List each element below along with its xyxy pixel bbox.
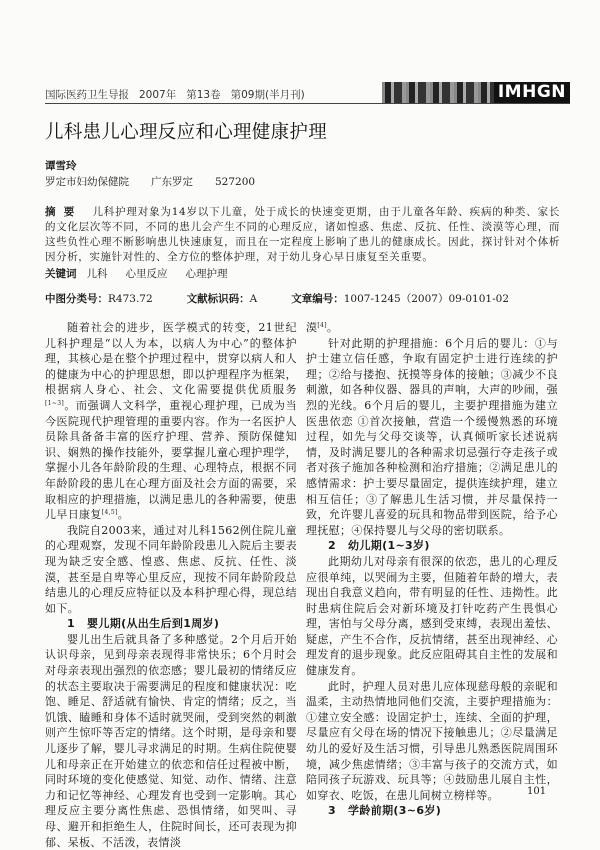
article-number xyxy=(291,293,509,305)
keywords-label: 关键词 xyxy=(45,268,77,280)
section-heading xyxy=(306,538,558,554)
classification-line xyxy=(45,291,543,306)
journal-year: 2007年 xyxy=(139,89,177,101)
body-paragraph xyxy=(45,320,297,523)
section-title: 学龄前期(3~6岁) xyxy=(348,804,442,818)
text: 。而强调人文科学，重视心理护理，已成为当今医院现代护理管理的重要内容。作为一名医护人员除具备备丰富的医疗护理、营养、预防保健知识、娴熟的操作技能外，要掌握儿童心理护理学，掌握小儿各年龄阶段的生理、心理特点，根据不同年龄阶段的患儿在心理方面及社会方面的需要，采取相应的护理措施，以满足患儿的各种需要，使患儿早日康复 xyxy=(45,398,297,522)
logo-texture xyxy=(382,82,494,103)
journal-volume: 第13卷 xyxy=(186,89,221,101)
section-number: 1 xyxy=(67,617,76,631)
left-column xyxy=(45,320,297,850)
clc-value: R473.72 xyxy=(108,293,153,305)
keywords xyxy=(45,266,246,281)
logo-text: IMHGN xyxy=(494,82,570,103)
clc-label: 中图分类号： xyxy=(45,293,108,305)
journal-issue: 第09期(半月刊) xyxy=(230,89,305,101)
location: 广东罗定 xyxy=(151,176,193,188)
keyword: 心理护理 xyxy=(185,268,228,280)
body-paragraph: 此时，护理人员对患儿应体现慈母般的亲昵和温柔，主动热情地同他们交流，主要护理措施为：①建立安全感：设固定护士，连续、全面的护理，尽量应有父母在场的情况下接触患儿；②尽量满足幼儿的爱好及生活习惯，引导患儿熟悉医院周围环境，减少焦虑情绪；③丰富与孩子的交流方式，如陪同孩子玩游戏、玩具等；④鼓励患儿展自主性，如穿衣、吃饭，在患儿间树立榜样等。 xyxy=(306,679,558,802)
keyword: 儿科 xyxy=(86,268,108,280)
right-column xyxy=(306,320,558,819)
body-paragraph: 此期幼儿对母亲有很深的依恋，患儿的心理反应很单纯，以哭闹为主要，但随着年龄的增大，表现出自我意义趋向，带有明显的任性、违拗性。此时患病住院后会对新环境及打针吃药产生畏惧心理，害怕与父母分离，感到受束缚，表现出羞怯、疑虑，产生不合作，反抗情绪，甚至出现神经、心理发育的退步现象。此反应阻碍其自主性的发展和健康发育。 xyxy=(306,554,558,678)
body-paragraph: 我院自2003来，通过对儿科1562例住院儿童的心理观察，发现不同年龄阶段患儿入院后主要表现为缺乏安全感、惶惑、焦虑、反抗、任性、淡漠，甚至是自卑等心里反应，现按不同年龄阶段总结患儿的心理反应特征以及本科护理心得，现总结如下。 xyxy=(45,523,297,615)
doc-label: 文献标识码： xyxy=(186,293,250,305)
affiliation xyxy=(45,174,277,189)
clc-number xyxy=(45,293,153,305)
citation: [4,5] xyxy=(101,509,118,517)
text: 漠 xyxy=(306,321,318,334)
running-header xyxy=(45,87,315,102)
citation: [4] xyxy=(317,322,327,329)
section-title: 幼儿期(1~3岁) xyxy=(348,539,430,553)
abstract-label: 摘要 xyxy=(45,206,83,218)
section-number: 2 xyxy=(328,539,337,553)
section-heading xyxy=(306,803,558,819)
header-rule xyxy=(45,103,570,104)
abstract-text: 儿科护理对象为14岁以下儿童，处于成长的快速变更期，由于儿童各年龄、疾病的种类、家长的文化层次等不同，不同的患儿会产生不同的心理反应，诸如惶惑、焦虑、反抗、任性、淡漠等心理，而这些负性心理不断影响患儿快速康复，而且在一定程度上影响了患儿的健康成长。因此，探讨针对个体析因分析，实施针对性的、全方位的整体护理，对于幼儿身心早日康复至关重要。 xyxy=(45,206,560,263)
postcode: 527200 xyxy=(215,176,256,188)
citation: [1~3] xyxy=(45,399,65,407)
body-paragraph-continued xyxy=(306,320,558,336)
section-title: 婴儿期(从出生后到1周岁) xyxy=(87,617,220,631)
section-number: 3 xyxy=(328,804,337,818)
text: 随着社会的进步，医学模式的转变，21世纪儿科护理是“以人为本，以病人为中心”的整体护理，其核心是在整个护理过程中，贯穿以病人和人的健康为中心的护理思想，即以护理程序为框架，根据病人身心、社会、文化需要提供优质服务 xyxy=(45,321,297,397)
institution: 罗定市妇幼保健院 xyxy=(45,176,129,188)
document-code xyxy=(187,293,258,305)
body-paragraph: 针对此期的护理措施：6个月后的婴儿：①与护士建立信任感，争取有固定护士进行连续的护理；②给与搂抱、抚摸等身体的接触；③减少不良刺激，如各种仪器、器具的声响，大声的吵闹，强烈的光线。6个月后的婴儿，主要护理措施为建立医患依恋 ①首次接触，营造一个缓慢熟悉的环境过程，如先与父母交谈等，认真倾听家长述说病情，及时满足婴儿的各种需求切忌强行夺走孩子或者对孩子施加各种检测和治疗措施；②满足患儿的感情需求：护士要尽量固定，提供连续护理，建立相互信任；③了解患儿生活习惯，并尽量保持一致，允许婴儿喜爱的玩具和物品带到医院，给予心理抚慰；④保持婴儿与父母的密切联系。 xyxy=(306,336,558,537)
section-heading xyxy=(45,616,297,632)
author-name: 谭雪玲 xyxy=(45,160,77,172)
article-title: 儿科患儿心理反应和心理健康护理 xyxy=(45,122,328,143)
doc-value: A xyxy=(249,293,258,305)
page-number: 101 xyxy=(527,786,547,797)
body-paragraph: 婴儿出生后就具备了多种感觉。2个月后开始认识母亲，见到母亲表现得非常快乐；6个月时会对母亲表现出强烈的依恋感；婴儿最初的情绪反应的状态主要取决于需要满足的程度和健康状况：吃饱、睡足、舒适就有愉快、肯定的情绪；反之，当饥饿、瞌睡和身体不适时就哭闹，受到突然的刺激则产生惊吓等否定的情绪。这个时期，是母亲和婴儿逐步了解，婴儿寻求满足的时期。生病住院使婴儿和母亲正在开始建立的依恋和信任过程被中断，同时环境的变化使感觉、知觉、动作、情绪、注意力和记忆等神经、心理发育也受到一定影响。其心理反应主要分离性焦虑、恐惧情绪，如哭叫、寻母、避开和拒绝生人，住院时间长，还可表现为抑郁、呆板、不活泼，表情淡 xyxy=(45,632,297,849)
text: 。 xyxy=(117,508,130,522)
abstract xyxy=(45,205,560,265)
text: 。 xyxy=(326,321,339,334)
keyword: 心里反应 xyxy=(125,268,168,280)
art-value: 1007-1245（2007）09-0101-02 xyxy=(343,293,510,305)
journal-name: 国际医药卫生导报 xyxy=(45,89,129,101)
art-label: 文章编号： xyxy=(291,293,344,305)
journal-logo xyxy=(382,82,570,103)
